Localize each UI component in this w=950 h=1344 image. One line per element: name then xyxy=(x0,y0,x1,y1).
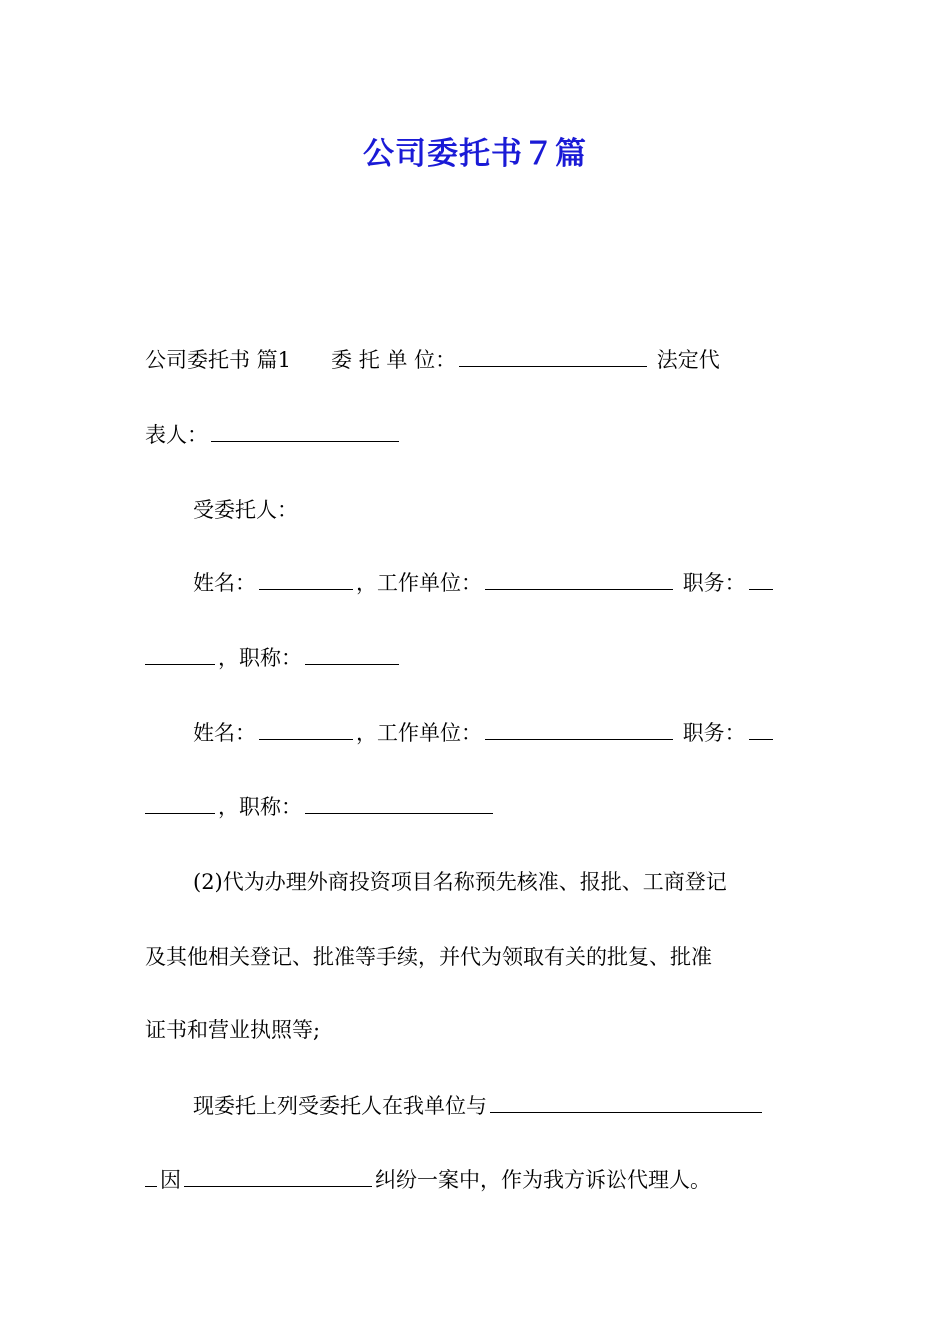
item2-line1: (2)代为办理外商投资项目名称预先核准、报批、工商登记 xyxy=(193,870,727,894)
person1-name-blank[interactable] xyxy=(259,588,353,590)
person1-position-blank-start[interactable] xyxy=(749,588,773,590)
person1-position-blank-end[interactable] xyxy=(145,663,215,665)
section-heading: 公司委托书 篇1 xyxy=(145,348,292,372)
case-dispute-text: 纠纷一案中，作为我方诉讼代理人。 xyxy=(375,1168,711,1192)
person2-work-unit-blank[interactable] xyxy=(485,738,673,740)
person2-position-label: 职务： xyxy=(682,721,746,745)
item2-line3: 证书和营业执照等; xyxy=(145,1018,321,1042)
legal-rep-label-end: 表人： xyxy=(145,423,208,447)
legal-rep-blank[interactable] xyxy=(211,440,399,442)
case-intro: 现委托上列受委托人在我单位与 xyxy=(193,1094,487,1118)
case-line1 xyxy=(193,1086,807,1126)
person1-work-unit-blank[interactable] xyxy=(485,588,673,590)
person1-line xyxy=(193,563,807,603)
entrust-unit-line xyxy=(145,340,807,380)
person2-position-blank-end[interactable] xyxy=(145,812,215,814)
person1-work-unit-label: ，工作单位： xyxy=(356,571,482,595)
trustee-label: 受委托人： xyxy=(193,498,298,522)
person2-title-line xyxy=(145,787,807,827)
person2-title-blank[interactable] xyxy=(305,812,493,814)
person2-work-unit-label: ，工作单位： xyxy=(356,721,482,745)
case-line2 xyxy=(145,1160,807,1200)
person1-title-label: ，职称： xyxy=(218,646,302,670)
person1-position-label: 职务： xyxy=(682,571,746,595)
item2-line2: 及其他相关登记、批准等手续，并代为领取有关的批复、批准 xyxy=(145,945,712,969)
person1-name-label: 姓名： xyxy=(193,571,256,595)
legal-rep-line xyxy=(145,415,807,455)
person2-name-blank[interactable] xyxy=(259,738,353,740)
opposing-party-blank-end[interactable] xyxy=(145,1185,157,1187)
entrust-unit-blank[interactable] xyxy=(459,365,647,367)
person1-title-line xyxy=(145,638,807,678)
person2-line xyxy=(193,713,807,753)
person1-title-blank[interactable] xyxy=(305,663,399,665)
entrust-unit-label: 委 托 单 位： xyxy=(331,348,457,372)
case-cause-label: 因 xyxy=(160,1168,181,1192)
document-title: 公司委托书７篇 xyxy=(363,136,587,172)
person2-position-blank-start[interactable] xyxy=(749,738,773,740)
opposing-party-blank-start[interactable] xyxy=(490,1111,762,1113)
person2-title-label: ，职称： xyxy=(218,795,302,819)
dispute-blank[interactable] xyxy=(184,1185,372,1187)
trustee-line xyxy=(193,490,807,530)
legal-rep-label-start: 法定代 xyxy=(656,348,720,372)
person2-name-label: 姓名： xyxy=(193,721,256,745)
